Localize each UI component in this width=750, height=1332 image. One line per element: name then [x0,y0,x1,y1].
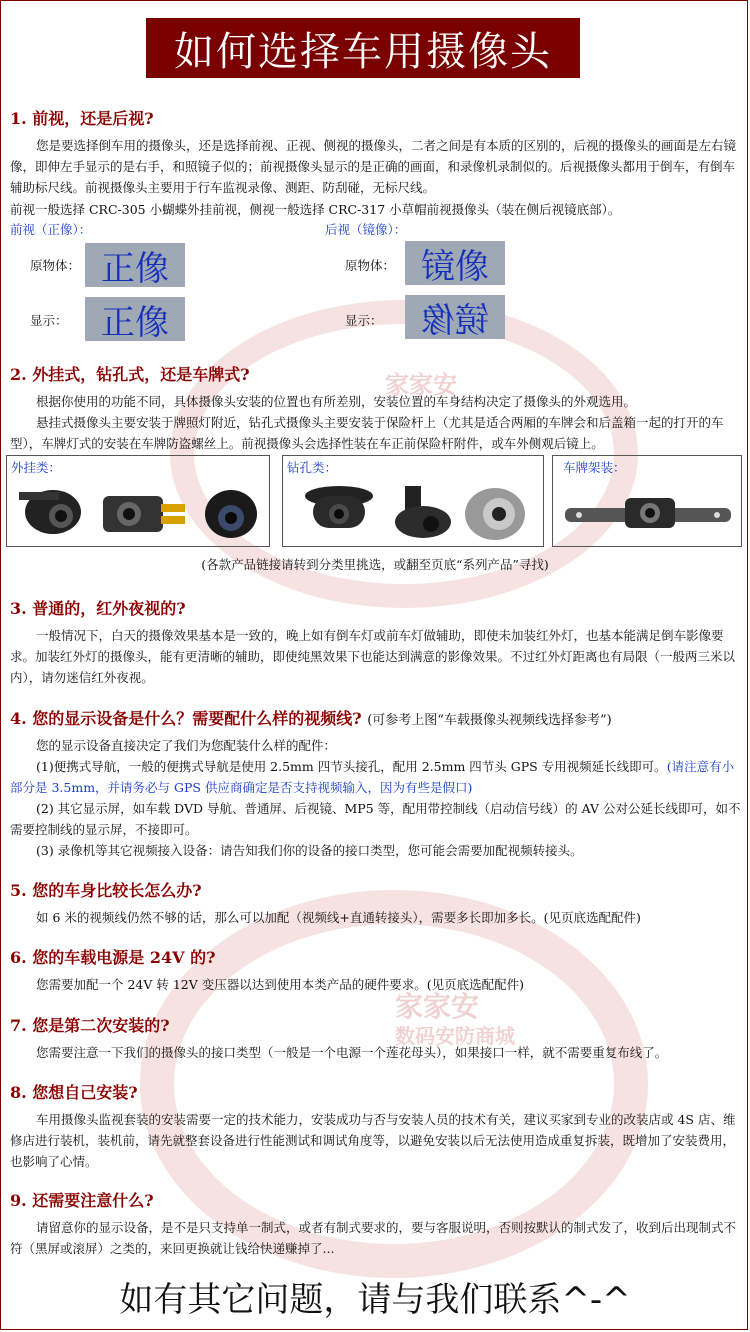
license-plate-camera-image [557,474,739,544]
section-4-item-3: (3) 录像机等其它视频接入设备：请告知我们你的设备的接口类型，您可能会需要加配视频转接头。 [36,843,583,858]
section-1-text: 您是要选择倒车用的摄像头，还是选择前视、正视、侧视的摄像头，二者之间是有本质的区别的，后视的摄像头的画面是左右镜像，即伸左手显示的是右手，和照镜子似的；前视摄像头显示的是正确的画面，和录像机录制似的。后视摄像头都用于倒车，有倒车辅助标尺线。前视摄像头主要用于行车监视录像、测距、防刮碰，无标尺线。 [10,138,737,195]
page-title-banner [146,18,580,78]
front-display-sample: 正像 [85,297,185,341]
section-3-heading: 3. 普通的，红外夜视的? [10,599,186,618]
section-8-heading: 8. 您想自己安装? [10,1083,138,1102]
license-plate-mount-panel [552,455,742,547]
section-4-item-1 [10,756,742,798]
section-1-text-2: 前视一般选择 CRC-305 小蝴蝶外挂前视，侧视一般选择 CRC-317 小草帽前视摄像头（装在侧后视镜底部）。 [10,202,621,217]
external-camera-images [11,474,267,544]
section-2-text: 根据你使用的功能不同，具体摄像头安装的位置也有所差别，安装位置的车身结构决定了摄像头的外观选用。 [36,394,637,409]
section-5-text: 如 6 米的视频线仍然不够的话，那么可以加配（视频线+直通转接头），需要多长即加多长。(见页底选配配件) [36,910,641,925]
display-label: 显示： [30,313,68,328]
page-title: 如何选择车用摄像头 [174,28,552,75]
section-3-text: 一般情况下，白天的摄像效果基本是一致的，晚上如有倒车灯或前车灯做辅助，即使未加装红外灯，也基本能满足倒车影像要求。加装红外灯的摄像头，能有更清晰的辅助，即使纯黑效果下也能达到满意的影像效果。不过红外灯距离也有局限（一般两三米以内），请勿迷信红外夜视。 [10,628,736,685]
rear-display-sample: 镜像 [405,295,505,339]
license-plate-caption: 车牌架装： [563,460,626,475]
section-6-text: 您需要加配一个 24V 转 12V 变压器以达到使用本类产品的硬件要求。(见页底选配配件) [36,977,525,992]
section-7-text: 您需要注意一下我们的摄像头的接口类型（一般是一个电源一个莲花母头），如果接口一样，就不需要重复布线了。 [36,1045,668,1060]
section-2-text-2: 悬挂式摄像头主要安装于牌照灯附近，钻孔式摄像头主要安装于保险杆上（尤其是适合两厢的车牌会和后盖箱一起的打开的车型），车牌灯式的安装在车牌防盗螺丝上。前视摄像头会选择性装在车正前保险杆附件，或车外侧观后镜上。 [10,415,724,451]
section-7-heading: 7. 您是第二次安装的? [10,1016,170,1035]
drill-mount-panel [282,455,544,547]
section-4-item-1-warning: (请注意有小部分是 3.5mm，并请务必与 GPS 供应商确定是否支持视频输入，因为有些是假口) [10,759,735,795]
external-mount-panel [6,455,270,547]
front-view-label: 前视（正像）： [10,222,92,237]
display-label: 显示： [345,313,383,328]
drill-camera-images [287,474,541,544]
section-6-heading: 6. 您的车载电源是 24V 的? [10,948,216,967]
section-5-heading: 5. 您的车身比较长怎么办? [10,881,202,900]
section-1-heading: 1. 前视，还是后视? [10,109,154,128]
section-8-text: 车用摄像头监视套装的安装需要一定的技术能力，安装成功与否与安装人员的技术有关，建议买家到专业的改装店或 4S 店、维修店进行装机，装机前，请先就整套设备进行性能测试和调试角度等，以避免安装以后无法使用造成重复拆装，既增加了安装费用，也影响了心情。 [10,1112,736,1169]
section-4-heading-note: (可参考上图“车载摄像头视频线选择参考”) [367,713,612,728]
object-label: 原物体： [345,258,396,273]
front-object-sample: 正像 [85,243,185,287]
watermark-text: 家家安 [395,990,480,1023]
section-4-heading [10,706,612,729]
external-mount-caption: 外挂类： [11,460,62,475]
section-4-heading-text: 4. 您的显示设备是什么？需要配什么样的视频线? [10,709,362,728]
section-9-text: 请留意你的显示设备，是不是只支持单一制式，或者有制式要求的，要与客服说明，否则按默认的制式发了，收到后出现制式不符（黑屏或滚屏）之类的，来回更换就让钱给快递赚掉了... [10,1220,737,1256]
watermark-text: 家家安 [385,371,457,399]
contact-footer: 如有其它问题，请与我们联系^-^ [119,1280,631,1320]
section-9-heading: 9. 还需要注意什么? [10,1191,154,1210]
section-4-item-1-text: (1)便携式导航，一般的便携式导航是使用 2.5mm 四节头接孔，配用 2.5mm 四节头 GPS 专用视频延长线即可。 [36,759,667,774]
rear-view-label: 后视（镜像）： [325,222,407,237]
watermark-text: 数码安防商城 [395,1024,515,1048]
section-4-intro: 您的显示设备直接决定了我们为您配装什么样的配件： [36,738,337,753]
product-link-note: (各款产品链接请转到分类里挑选，或翻至页底“系列产品”寻找) [201,557,549,572]
section-4-item-2: (2) 其它显示屏，如车载 DVD 导航、普通屏、后视镜、MP5 等，配用带控制线（启动信号线）的 AV 公对公延长线即可，如不需要控制线的显示屏，不接即可。 [10,801,741,837]
drill-mount-caption: 钻孔类： [287,460,338,475]
object-label: 原物体： [30,258,81,273]
rear-object-sample: 镜像 [405,241,505,285]
section-2-heading: 2. 外挂式，钻孔式，还是车牌式? [10,365,250,384]
